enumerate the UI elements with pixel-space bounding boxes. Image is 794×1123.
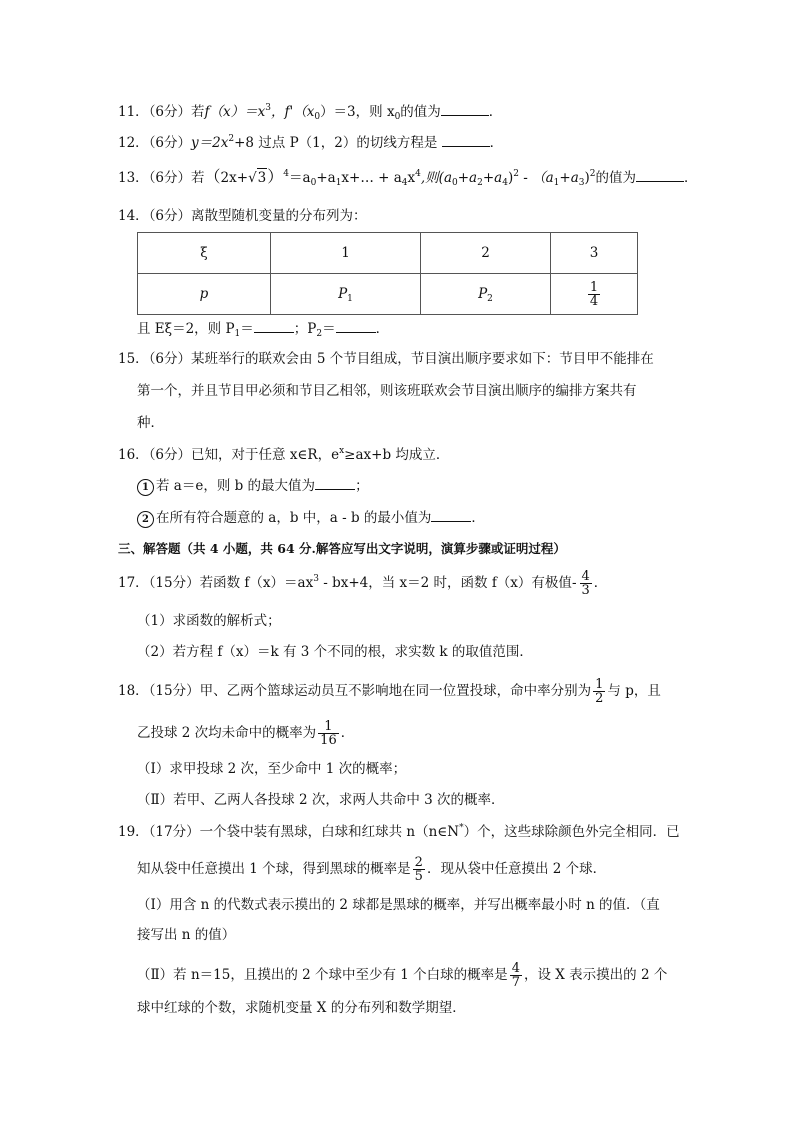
question-15-line2: 第一个，并且节目甲必须和节目乙相邻，则该班联欢会节目演出顺序的编排方案共有 <box>137 383 637 399</box>
table-cell: 2 <box>421 233 551 274</box>
fraction: $\frac{1}{2}$ <box>595 677 604 706</box>
table-cell <box>551 274 638 315</box>
question-16: 16．（6分）已知，对于任意 x∈R，$e^x\ge ax+b$ 均成立． <box>118 446 450 463</box>
answer-blank[interactable] <box>442 134 490 147</box>
question-19: 19．（17分）一个袋中装有黑球，白球和红球共 n（n∈N*）个，这些球除颜色外完全相同．已 <box>118 823 680 840</box>
question-15-line3: 种． <box>137 415 164 431</box>
circled-number-icon: 1 <box>137 479 154 496</box>
table-cell: $P_2$ <box>421 274 551 315</box>
question-17: 17．（15分）若函数 $f(x)=ax^3 - bx+4$，当 x＝2 时，函数 f（x）有极值- $\frac{4}{3}$ ． <box>118 569 608 598</box>
answer-blank[interactable] <box>636 169 684 182</box>
question-13: 13．（6分）若$(2x+√3)^4=a_0+a_1x+\dots + a_4x^4$,则$(a_0+a_2+a_4)^2 - (a_1+a_3)^2$的值为 ． <box>118 167 698 188</box>
table-row <box>138 274 638 315</box>
question-19-part1: （Ⅰ）用含 n 的代数式表示摸出的 2 球都是黑球的概率，并写出概率最小时 n 的值．（直 <box>137 897 660 913</box>
fraction: $\frac{4}{3}$ <box>581 569 590 598</box>
fraction: $\frac{4}{7}$ <box>511 961 520 990</box>
question-14-answer: 且 Eξ＝2，则 $P_1=$ ；$P_2=$ ． <box>137 321 390 339</box>
question-18-part2: （Ⅱ）若甲、乙两人各投球 2 次，求两人共命中 3 次的概率． <box>137 792 505 808</box>
table-row <box>138 233 638 274</box>
table-cell: 1 <box>271 233 421 274</box>
answer-blank[interactable] <box>441 103 489 116</box>
table-cell: p <box>138 274 271 315</box>
fraction: $\frac{2}{5}$ <box>414 855 423 884</box>
table-cell: ξ <box>138 233 271 274</box>
question-15: 15．（6分）某班举行的联欢会由 5 个节目组成，节目演出顺序要求如下：节目甲不能排在 <box>118 351 654 367</box>
distribution-table <box>137 232 638 315</box>
question-16-part1: 1 若 a＝e，则 b 的最大值为 ； <box>137 477 369 496</box>
question-14: 14．（6分）离散型随机变量的分布列为： <box>118 208 367 224</box>
table-cell: 3 <box>551 233 638 274</box>
circled-number-icon: 2 <box>137 511 154 528</box>
answer-blank[interactable] <box>336 320 376 333</box>
question-19-part2: （Ⅱ）若 n＝15，且摸出的 2 个球中至少有 1 个白球的概率是 $\frac{4}{7}$ ，设 X 表示摸出的 2 个 <box>137 961 668 990</box>
question-12: 12．（6分）$y=2x^2+8$ 过点 P（1，2）的切线方程是 ． <box>118 134 504 151</box>
section-heading: 三、解答题（共 4 小题，共 64 分.解答应写出文字说明，演算步骤或证明过程） <box>118 541 566 556</box>
question-17-part2: （2）若方程 f（x）＝k 有 3 个不同的根，求实数 k 的取值范围． <box>137 644 533 660</box>
question-18-part1: （Ⅰ）求甲投球 2 次，至少命中 1 次的概率； <box>137 761 407 777</box>
answer-blank[interactable] <box>254 320 294 333</box>
question-18-line2: 乙投球 2 次均未命中的概率为 $\frac{1}{16}$ ． <box>137 719 355 748</box>
question-19-part1-cont: 接写出 n 的值） <box>137 927 236 943</box>
question-17-part1: （1）求函数的解析式； <box>137 613 281 629</box>
answer-blank[interactable] <box>315 477 355 490</box>
question-18: 18．（15分）甲、乙两个篮球运动员互不影响地在同一位置投球，命中率分别为 $\frac{1}{2}$ 与 p，且 <box>118 677 661 706</box>
question-19-part2-cont: 球中红球的个数，求随机变量 X 的分布列和数学期望． <box>137 1000 466 1016</box>
fraction: $\frac{1}{4}$ <box>589 279 599 309</box>
answer-blank[interactable] <box>431 509 471 522</box>
question-19-line2: 知从袋中任意摸出 1 个球，得到黑球的概率是 $\frac{2}{5}$ ．现从袋中任意摸出 2 个球． <box>137 855 607 884</box>
question-11: 11．（6分）若$f(x)=x^3$，$f'(x_0)=3$，则 $x_0$的值为 ． <box>118 103 503 122</box>
table-cell: $P_1$ <box>271 274 421 315</box>
question-16-part2: 2 在所有符合题意的 a，b 中，a - b 的最小值为 ． <box>137 509 485 528</box>
fraction: $\frac{1}{16}$ <box>320 719 337 748</box>
